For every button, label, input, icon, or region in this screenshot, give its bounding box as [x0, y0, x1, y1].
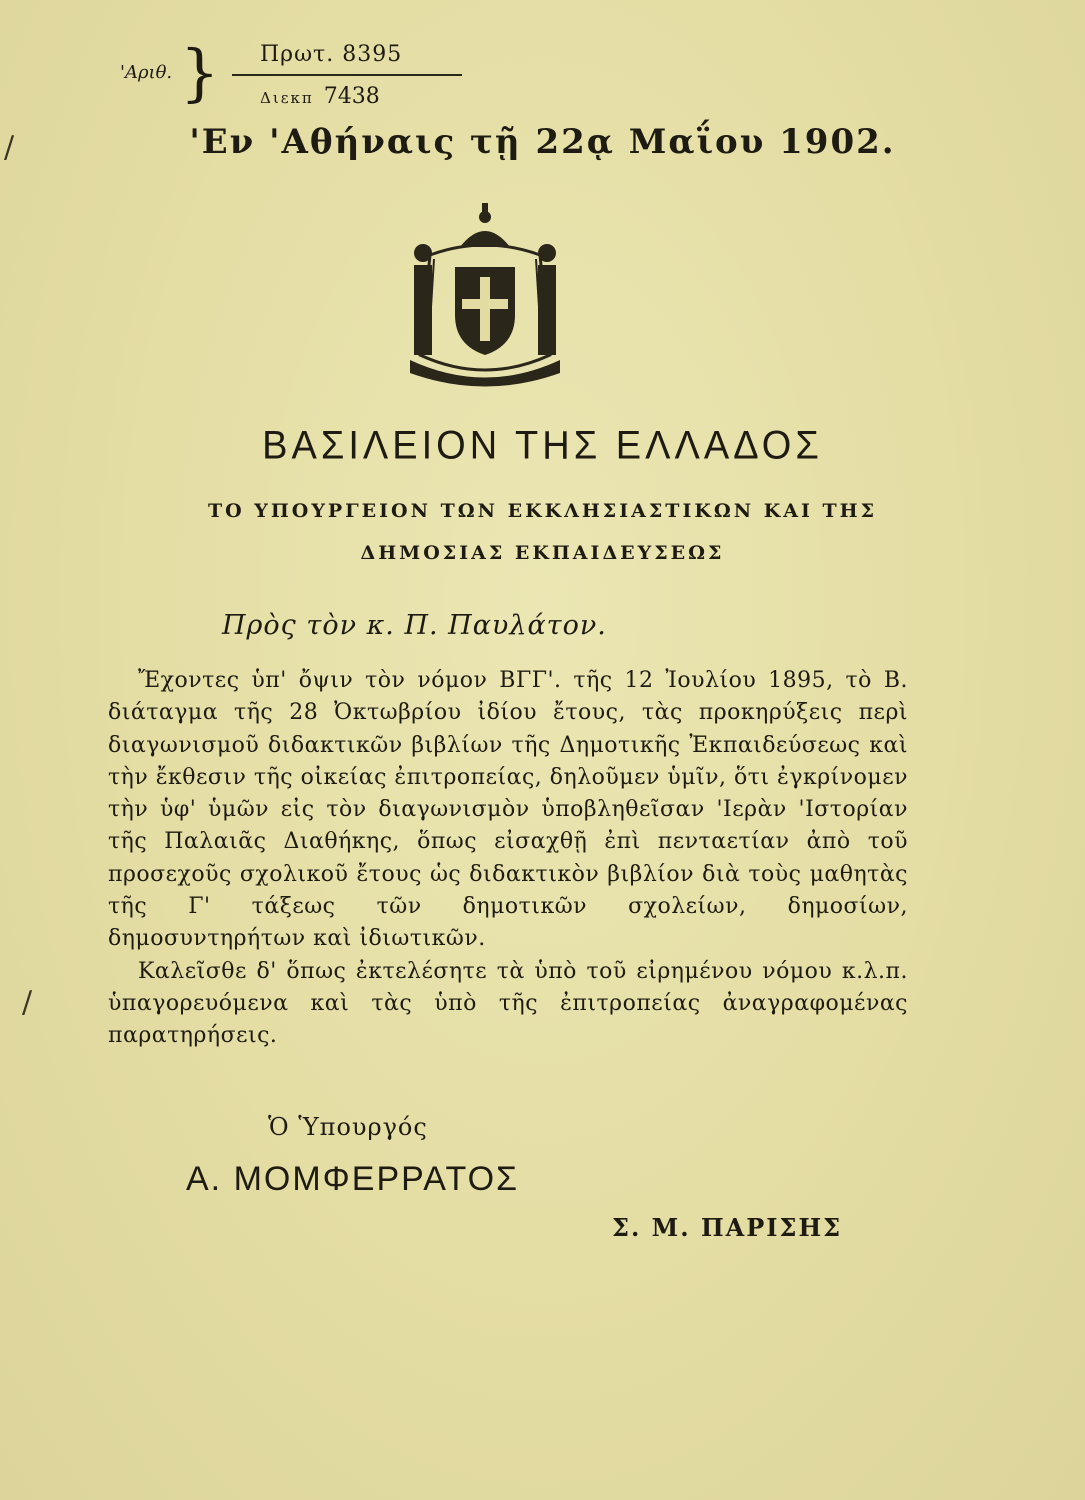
- minister-title: Ὁ Ὑπουργός: [268, 1113, 428, 1141]
- reference-number-block: [120, 36, 480, 120]
- letter-body: [108, 665, 908, 1053]
- reference-divider: [232, 74, 462, 76]
- margin-mark: /: [4, 130, 15, 165]
- body-paragraph-1: Ἔχοντες ὑπ' ὄψιν τὸν νόμον ΒΓΓ'. τῆς 12 Ἰουλίου 1895, τὸ Β. διάταγμα τῆς 28 Ὀκτωβρίου ἰδίου ἔτους, τὰς προκηρύξεις περὶ διαγωνισμοῦ διδακτικῶν βιβλίων τῆς Δημοτικῆς Ἐκπαιδεύσεως καὶ τὴν ἔκθεσιν τῆς οἰκείας ἐπιτροπείας, δηλοῦμεν ὑμῖν, ὅτι ἐγκρίνομεν τὴν ὑφ' ὑμῶν εἰς τὸν διαγωνισμὸν ὑποβληθεῖσαν 'Ιερὰν 'Ιστορίαν τῆς Παλαιᾶς Διαθήκης, ὅπως εἰσαχθῇ ἐπὶ πενταετίαν ἀπὸ τοῦ προσεχοῦς σχολικοῦ ἔτους ὡς διδακτικὸν βιβλίον διὰ τοὺς μαθητὰς τῆς Γ' τάξεως τῶν δημοτικῶν σχολείων, δημοσίων, δημοσυντηρήτων καὶ ἰδιωτικῶν.: [108, 668, 908, 952]
- body-paragraph-2: Καλεῖσθε δ' ὅπως ἐκτελέσητε τὰ ὑπὸ τοῦ εἰρημένου νόμου κ.λ.π. ὑπαγορευόμενα καὶ τὰς ὑπὸ τῆς ἐπιτροπείας ἀναγραφομένας παρατηρήσεις.: [108, 958, 908, 1049]
- royal-coat-of-arms-icon: [400, 195, 570, 395]
- reference-label: 'Αριθ.: [120, 62, 173, 83]
- reference-brace: }: [180, 36, 220, 109]
- dispatch-number-line: [260, 84, 380, 109]
- ministry-line-1: ΤΟ ΥΠΟΥΡΓΕΙΟΝ ΤΩΝ ΕΚΚΛΗΣΙΑΣΤΙΚΩΝ ΚΑΙ ΤΗΣ: [207, 500, 878, 522]
- document-date: 'Εν 'Αθήναις τῇ 22ᾳ Μαΐου 1902.: [189, 122, 896, 162]
- salutation: Πρὸς τὸν κ. Π. Παυλάτον.: [222, 610, 607, 641]
- protocol-number: Πρωτ. 8395: [260, 42, 403, 67]
- dispatch-label: Διεκπ: [260, 89, 314, 107]
- ministry-line-2: ΔΗΜΟΣΙΑΣ ΕΚΠΑΙΔΕΥΣΕΩΣ: [360, 542, 725, 564]
- dispatch-number: 7438: [323, 84, 380, 109]
- kingdom-title: ΒΑΣΙΛΕΙΟΝ ΤΗΣ ΕΛΛΑΔΟΣ: [262, 423, 823, 469]
- minister-signature: Α. ΜΟΜΦΕΡΡΑΤΟΣ: [186, 1160, 520, 1198]
- secretary-signature: Σ. Μ. ΠΑΡΙΣΗΣ: [612, 1213, 843, 1242]
- margin-mark: /: [22, 985, 33, 1020]
